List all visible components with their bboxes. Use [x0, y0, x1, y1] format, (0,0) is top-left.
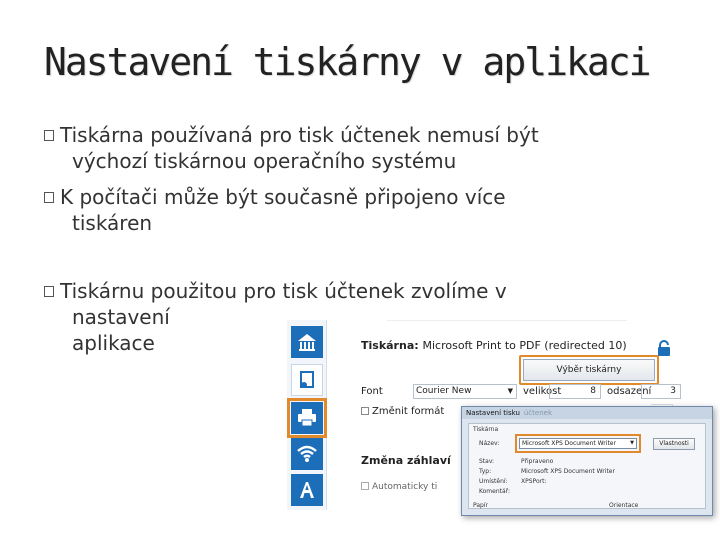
- bullet-1-line-1: Tiskárna používaná pro tisk účtenek nemusí být: [60, 123, 539, 147]
- panel-top-divider: [387, 320, 627, 326]
- type-value: Microsoft XPS Document Writer: [521, 468, 615, 475]
- printer-line: [361, 339, 627, 352]
- location-label: Umístění:: [479, 478, 508, 485]
- chevron-down-icon: ▼: [630, 440, 634, 446]
- bullet-marker: [44, 192, 54, 203]
- printer-group-label: Tiskárna: [473, 426, 499, 433]
- bullet-2: [44, 184, 506, 236]
- app-sidebar: [287, 320, 327, 510]
- font-label: Font: [361, 386, 383, 397]
- bullet-3-line-1: Tiskárnu použitou pro tisk účtenek zvolíme v: [60, 279, 507, 303]
- bullet-3-line-2: nastavení: [72, 305, 170, 329]
- size-label: velikost: [523, 386, 562, 397]
- slide-title: Nastavení tiskárny v aplikaci: [44, 40, 650, 84]
- bullet-marker: [44, 286, 54, 297]
- change-format-label: Změnit formát: [372, 406, 445, 417]
- choose-printer-button[interactable]: Výběr tiskárny: [523, 359, 655, 381]
- font-select-value: Courier New: [416, 386, 472, 396]
- printer-name-value: Microsoft XPS Document Writer: [522, 440, 616, 447]
- home-icon[interactable]: [291, 326, 323, 358]
- orientation-group-label: Orientace: [609, 502, 639, 509]
- printer-label: Tiskárna:: [361, 339, 419, 352]
- auto-label: Automaticky ti: [372, 482, 438, 492]
- offset-input[interactable]: 3: [641, 384, 681, 399]
- auto-checkbox[interactable]: [361, 482, 369, 490]
- app-screenshot: [287, 320, 689, 510]
- dialog-body: [468, 423, 706, 509]
- comment-label: Komentář:: [479, 488, 511, 495]
- lock-icon[interactable]: [657, 340, 671, 360]
- header-change-label: Změna záhlaví: [361, 454, 451, 467]
- bullet-2-line-2: tiskáren: [72, 211, 153, 235]
- change-format-checkbox[interactable]: [361, 407, 369, 415]
- change-format-row[interactable]: [361, 406, 444, 417]
- settings-panel: [327, 320, 689, 510]
- print-settings-dialog: [461, 406, 713, 516]
- printer-value: Microsoft Print to PDF (redirected 10): [422, 339, 627, 352]
- auto-row[interactable]: [361, 482, 437, 492]
- size-input[interactable]: 8: [549, 384, 601, 399]
- offset-label: odsazení: [607, 386, 652, 397]
- wifi-icon[interactable]: [291, 438, 323, 470]
- dialog-title-bar: [462, 407, 712, 419]
- location-value: XPSPort:: [521, 478, 547, 485]
- font-select[interactable]: [413, 384, 517, 399]
- bullet-3-line-3: aplikace: [72, 331, 155, 355]
- name-label: Název:: [479, 440, 500, 447]
- bullet-1-line-2: výchozí tiskárnou operačního systému: [72, 149, 457, 173]
- paper-group-label: Papír: [473, 502, 488, 509]
- dialog-title: Nastavení tisku: [466, 409, 520, 417]
- properties-button[interactable]: Vlastnosti: [653, 438, 695, 450]
- receipt-icon[interactable]: [291, 364, 323, 396]
- font-icon[interactable]: [291, 474, 323, 506]
- bullet-marker: [44, 130, 54, 141]
- printer-name-select[interactable]: [519, 438, 637, 449]
- bullet-1: [44, 122, 539, 174]
- printer-icon[interactable]: [291, 402, 323, 434]
- status-label: Stav:: [479, 458, 495, 465]
- chevron-down-icon: ▼: [507, 387, 513, 395]
- type-label: Typ:: [479, 468, 492, 475]
- dialog-title-faint: účtenek: [523, 409, 553, 417]
- status-value: Připraveno: [521, 458, 554, 465]
- bullet-2-line-1: K počítači může být současně připojeno více: [60, 185, 506, 209]
